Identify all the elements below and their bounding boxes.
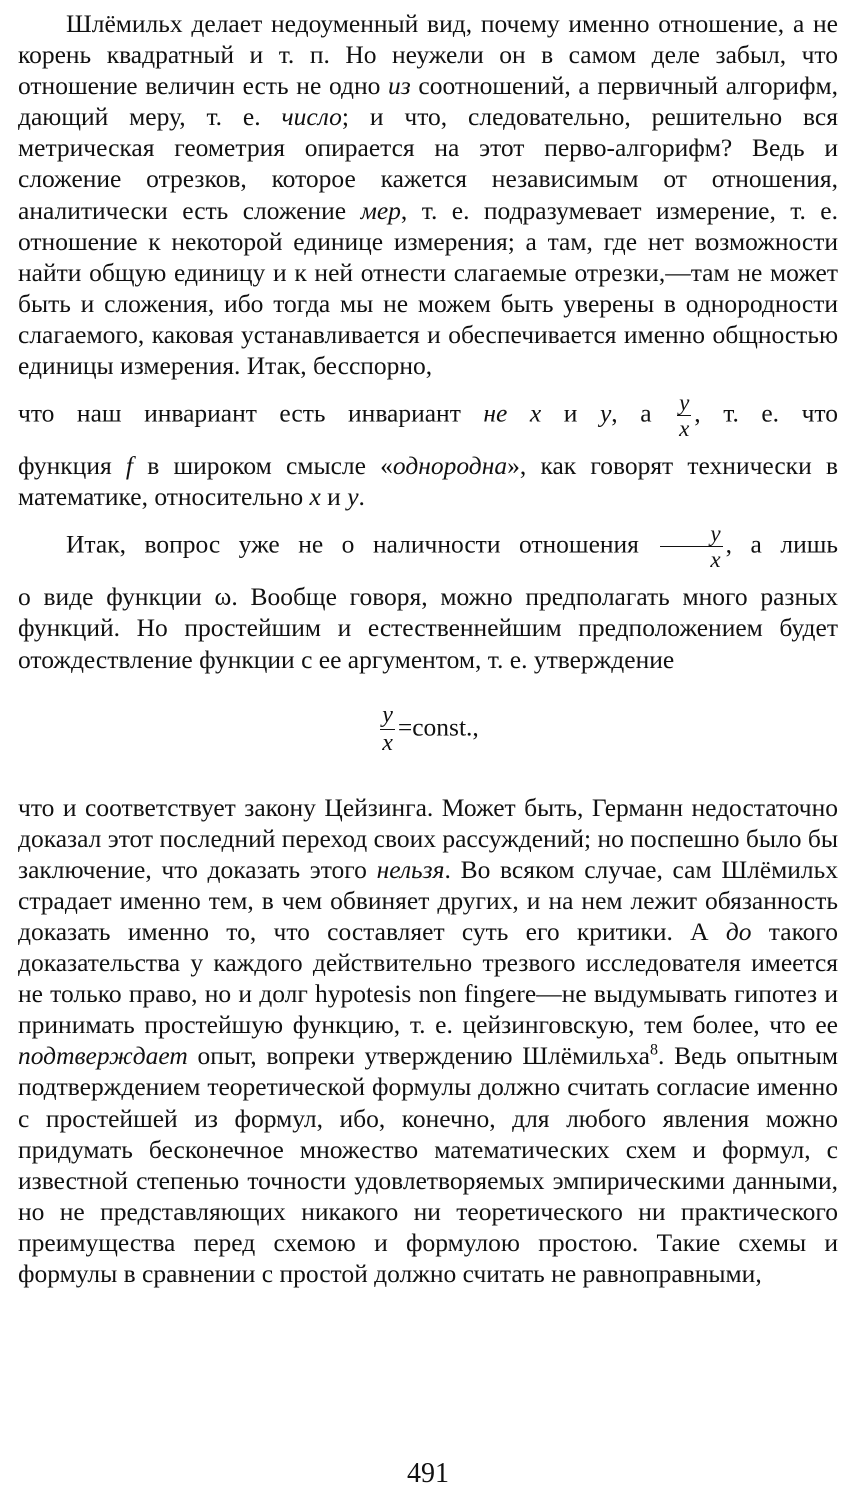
invariant-line: что наш инвариант есть инвариант не x и y, а $\frac{y}{x}$ , т. е. что (18, 390, 838, 442)
formula-fraction: $\frac{y}{x}$ (382, 701, 393, 756)
footnote-ref: 8 (649, 1041, 658, 1059)
document-page (18, 8, 838, 1488)
paragraph-3: что и соответствует закону Цейзинга. Может быть, Германн недостаточно доказал этот последний переход своих рассуждений; но поспешно было бы заключение, что доказать этого нельзя. Во всяком случае, сам Шлёмильх страдает именно тем, в чем обвиняет других, и на нем лежит обязанность доказать именно то, что составляет суть его критики. А до такого доказательства у каждого действительно трезвого исследователя имеется не только право, но и долг hypotesis non fingere—не выдумывать гипотез и принимать простейшую функцию, т. е. цейзинговскую, тем более, что ее подтверждает опыт, вопреки утверждению Шлёмильха$^8$. Ведь опытным подтверждением теоретической формулы должно считать согласие именно с простейшей из формул, ибо, конечно, для любого явления можно придумать бесконечное множество математических схем и формул, с известной степенью точности удовлетворяемых эмпирическими данными, но не представляющих никакого ни теоретического ни практического преимущества перед схемою и формулою простою. Такие схемы и формулы в сравнении с простой должно считать не равноправными, (18, 792, 838, 1288)
paragraph-2-first-line: Итак, вопрос уже не о наличности отношения $\frac{y}{x}$ , а лишь (66, 521, 838, 573)
fraction-y-over-x: $\frac{y}{x}$ (679, 390, 690, 442)
fraction-y-over-x-2: $\frac{y}{x}$ (660, 522, 722, 571)
paragraph-1: Шлёмильх делает недоуменный вид, почему именно отношение, а не корень квадратный и т. п. Но неужели он в самом деле забыл, что отношение величин есть не одно из соотношений, а первичный алгорифм, дающий меру, т. е. число; и что, следовательно, решительно вся метрическая геометрия опирается на этот перво-алгорифм? Ведь и сложение отрезков, которое кажется независимым от отношения, аналитически есть сложение мер, т. е. подразумевает измерение, т. е. отношение к некоторой единице измерения; а там, где нет возможности найти общую единицу и к ней отнести слагаемые отрезки,—там не может быть и сложения, ибо тогда мы не можем быть уверены в однородности слагаемого, каковая устанавливается и обеспечивается именно общностью единицы измерения. Итак, бесспорно, (18, 9, 838, 381)
formula-y-over-x-const: $\frac{y}{x}$ =const., (382, 701, 479, 756)
page-number: 491 (407, 1458, 449, 1489)
paragraph-1-end: функция f в широком смысле «однородна», как говорят технически в математике, относительно x и y. (18, 451, 838, 512)
paragraph-2: о виде функции ω. Вообще говоря, можно предполагать много разных функций. Но простейшим и естественнейшим предположением будет отождествление функции с ее аргументом, т. е. утверждение (18, 582, 838, 674)
